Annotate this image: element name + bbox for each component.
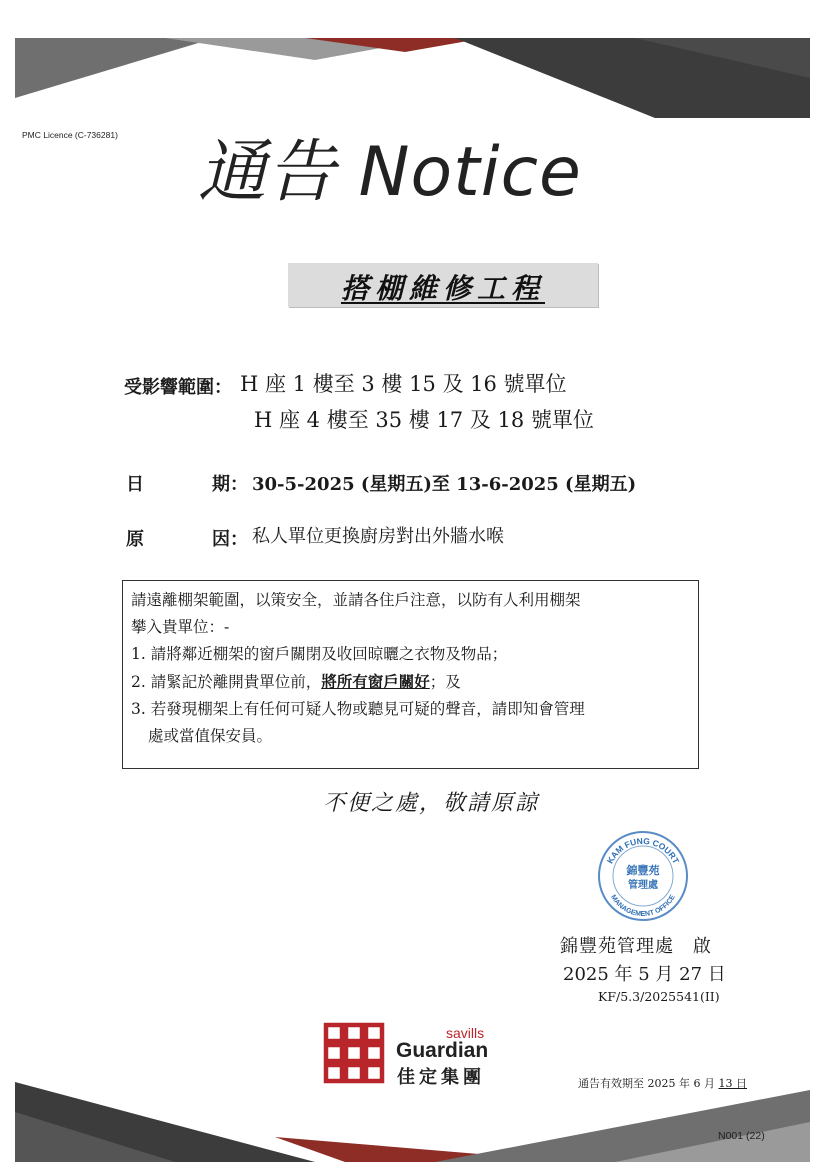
affected-line-2: H 座 4 樓至 35 樓 17 及 18 號單位 [254, 408, 594, 432]
notice-item-2-pre: 2. 請緊記於離開貴單位前， [131, 673, 322, 691]
notice-item-1: 1. 請將鄰近棚架的窗戶關閉及收回晾曬之衣物及物品； [131, 645, 508, 663]
pmc-licence: PMC Licence (C-736281) [22, 130, 118, 140]
date-label-1: 日 [126, 474, 144, 495]
subject-banner [288, 263, 598, 307]
guardian-logo-mark [323, 1022, 385, 1084]
footer-band [15, 1082, 810, 1162]
notice-item-3-line-2: 處或當值保安員。 [148, 727, 273, 745]
notice-item-2-emphasis: 將所有窗戶關好 [321, 672, 430, 691]
reason-value: 私人單位更換廚房對出外牆水喉 [252, 526, 504, 547]
validity-suffix: 日 [732, 1077, 747, 1090]
affected-line-1: H 座 1 樓至 3 樓 15 及 16 號單位 [240, 372, 567, 396]
date-label-2: 期： [212, 474, 248, 495]
date-value: 30-5-2025 (星期五)至 13-6-2025 (星期五) [252, 474, 637, 495]
notice-intro-2: 攀入貴單位：- [131, 618, 230, 636]
stamp-name-2: 管理處 [628, 880, 658, 891]
guardian-chinese-name: 佳定集團 [397, 1067, 485, 1088]
reason-label-2: 因： [212, 529, 248, 550]
notice-item-2 [131, 668, 690, 696]
issue-date: 2025 年 5 月 27 日 [563, 964, 726, 985]
reason-label-1: 原 [126, 529, 144, 550]
stamp-top-text: KAM FUNG COURT [604, 835, 682, 866]
stamp-bottom-text: MANAGEMENT OFFICE [609, 893, 677, 919]
header-band [15, 38, 810, 118]
savills-logo-text: savills [446, 1025, 485, 1041]
apology-text: 不便之處，敬請原諒 [323, 791, 540, 816]
safety-notice-box [122, 580, 699, 769]
validity-day: 13 [718, 1077, 733, 1090]
issuing-office: 錦豐苑管理處 啟 [560, 936, 712, 957]
notice-intro-1: 請遠離棚架範圍，以策安全，並請各住戶注意，以防有人利用棚架 [131, 591, 581, 609]
notice-item-3-line-1: 3. 若發現棚架上有任何可疑人物或聽見可疑的聲音，請即知會管理 [131, 700, 585, 718]
notice-item-2-post: ；及 [429, 673, 461, 691]
affected-label: 受影響範圍： [124, 377, 232, 398]
form-code: N001 (22) [718, 1130, 765, 1142]
validity-prefix: 通告有效期至 2025 年 6 月 [578, 1077, 719, 1090]
stamp-name-1: 錦豐苑 [626, 864, 660, 877]
management-office-stamp [595, 828, 691, 924]
subject-title: 搭棚維修工程 [340, 272, 545, 305]
page-title: 通告 Notice [198, 133, 582, 212]
reference-number: KF/5.3/2025541(II) [598, 989, 720, 1004]
guardian-logo-text: Guardian [396, 1039, 489, 1062]
